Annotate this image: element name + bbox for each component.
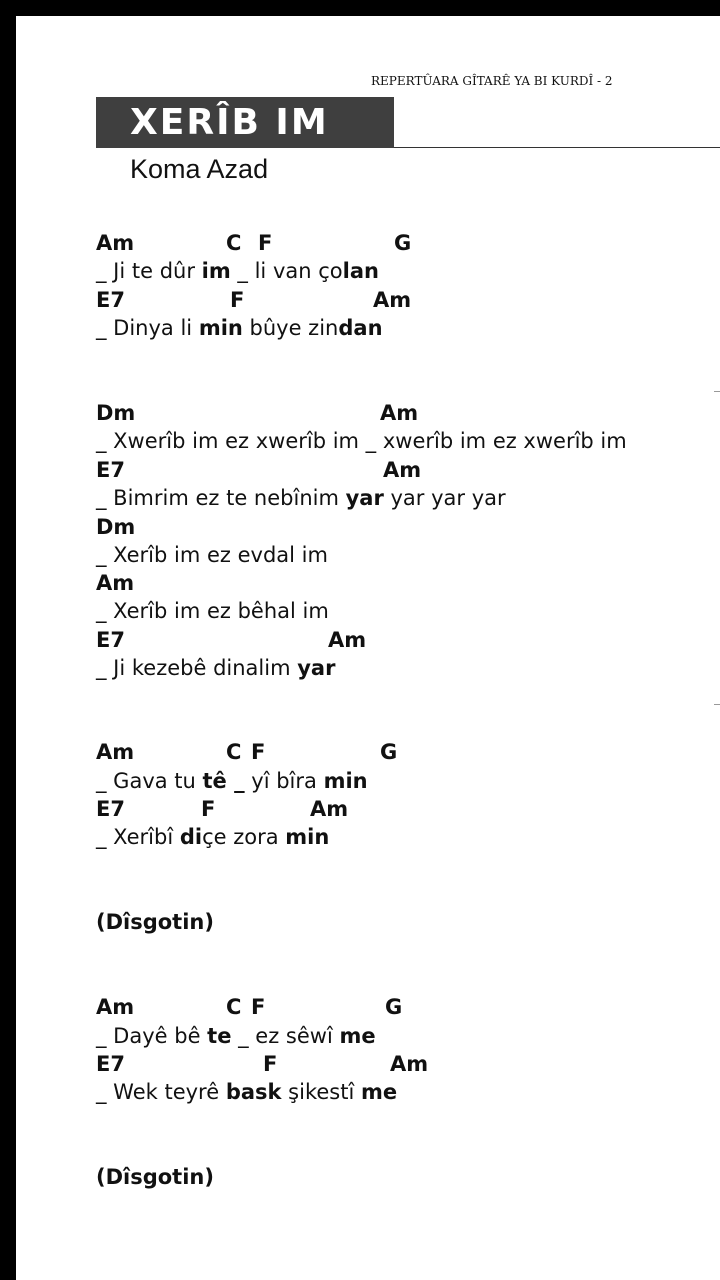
margin-tick bbox=[714, 391, 720, 392]
chord-am: Am bbox=[96, 740, 135, 764]
chord-am: Am bbox=[96, 231, 135, 255]
lyric-line bbox=[96, 823, 329, 851]
chord-f: F bbox=[258, 231, 273, 255]
lyric-stressed: min bbox=[323, 769, 368, 793]
chord-f: F bbox=[263, 1052, 278, 1076]
chord-f: F bbox=[201, 797, 216, 821]
title-banner bbox=[96, 97, 394, 148]
chord-am: Am bbox=[96, 995, 135, 1019]
lyric-stressed: min bbox=[198, 316, 243, 340]
song-title: XERÎB IM bbox=[130, 102, 329, 143]
chord-am: Am bbox=[328, 628, 367, 652]
chord-am: Am bbox=[96, 571, 135, 595]
chord-f: F bbox=[230, 288, 245, 312]
chord-e7: E7 bbox=[96, 288, 125, 312]
lyric-line bbox=[96, 654, 335, 682]
lyric-text: _ Dinya li bbox=[96, 316, 199, 340]
chord-am: Am bbox=[373, 288, 412, 312]
chord-g: G bbox=[394, 231, 412, 255]
lyric-stressed: yar bbox=[297, 656, 336, 680]
lyric-text: _ Ji kezebê dinalim bbox=[96, 656, 298, 680]
lyric-text: _ ez sêwî bbox=[231, 1024, 340, 1048]
lyric-text: _ Ji te dûr bbox=[96, 259, 202, 283]
title-rule bbox=[394, 147, 720, 148]
chord-e7: E7 bbox=[96, 628, 125, 652]
lyric-text: _ li van ço bbox=[230, 259, 343, 283]
lyric-line bbox=[96, 767, 368, 795]
artist-name: Koma Azad bbox=[130, 154, 269, 184]
chord-am: Am bbox=[380, 401, 419, 425]
lyric-stressed: bask bbox=[225, 1080, 282, 1104]
lyric-line bbox=[96, 314, 383, 342]
lyric-line bbox=[96, 257, 379, 285]
chord-dm: Dm bbox=[96, 401, 136, 425]
page-header: REPERTÛARA GÎTARÊ YA BI KURDÎ - 2 bbox=[371, 74, 613, 88]
lyric-line bbox=[96, 541, 328, 569]
lyric-text: bûye zin bbox=[242, 316, 339, 340]
chord-e7: E7 bbox=[96, 797, 125, 821]
lyric-text: _ Xwerîb im ez xwerîb im _ xwerîb im ez xwerîb im bbox=[96, 429, 627, 453]
lyric-line bbox=[96, 484, 506, 512]
lyric-text: _ Dayê bê bbox=[96, 1024, 208, 1048]
chord-c: C bbox=[226, 231, 242, 255]
lyric-line bbox=[96, 1078, 397, 1106]
lyric-line bbox=[96, 597, 329, 625]
lyric-stressed: te bbox=[207, 1024, 232, 1048]
lyric-stressed: im bbox=[201, 259, 231, 283]
lyric-text: _ Xerîb im ez evdal im bbox=[96, 543, 328, 567]
lyric-stressed: me bbox=[339, 1024, 376, 1048]
chord-am: Am bbox=[383, 458, 422, 482]
lyric-stressed: di bbox=[179, 825, 203, 849]
lyric-line bbox=[96, 427, 627, 455]
lyric-text: _ Bimrim ez te nebînim bbox=[96, 486, 346, 510]
chord-dm: Dm bbox=[96, 515, 136, 539]
lyric-text: şikestî bbox=[281, 1080, 361, 1104]
song-sheet-page bbox=[16, 16, 720, 1280]
lyric-stressed: min bbox=[285, 825, 330, 849]
lyric-stressed: lan bbox=[342, 259, 379, 283]
chord-e7: E7 bbox=[96, 458, 125, 482]
chord-g: G bbox=[385, 995, 403, 1019]
chord-f: F bbox=[251, 995, 266, 1019]
lyric-text: _ Xerîb im ez bêhal im bbox=[96, 599, 329, 623]
lyric-text: _ Xerîbî bbox=[96, 825, 180, 849]
lyric-stressed: me bbox=[360, 1080, 398, 1104]
lyric-text: çe zora bbox=[202, 825, 286, 849]
chord-am: Am bbox=[310, 797, 349, 821]
chord-e7: E7 bbox=[96, 1052, 125, 1076]
lyric-text: _ Gava tu bbox=[96, 769, 203, 793]
margin-tick bbox=[714, 704, 720, 705]
lyric-text: yar yar yar bbox=[383, 486, 506, 510]
lyric-stressed: yar bbox=[345, 486, 384, 510]
lyric-text: _ Wek teyrê bbox=[96, 1080, 226, 1104]
chord-c: C bbox=[226, 740, 242, 764]
chord-g: G bbox=[380, 740, 398, 764]
lyric-text: yî bîra bbox=[244, 769, 324, 793]
repeat-marker: (Dîsgotin) bbox=[96, 910, 214, 934]
lyric-line bbox=[96, 1022, 376, 1050]
chord-f: F bbox=[251, 740, 266, 764]
chord-am: Am bbox=[390, 1052, 429, 1076]
lyric-stressed: tê _ bbox=[202, 769, 245, 793]
lyric-stressed: dan bbox=[338, 316, 383, 340]
repeat-marker: (Dîsgotin) bbox=[96, 1165, 214, 1189]
chord-c: C bbox=[226, 995, 242, 1019]
